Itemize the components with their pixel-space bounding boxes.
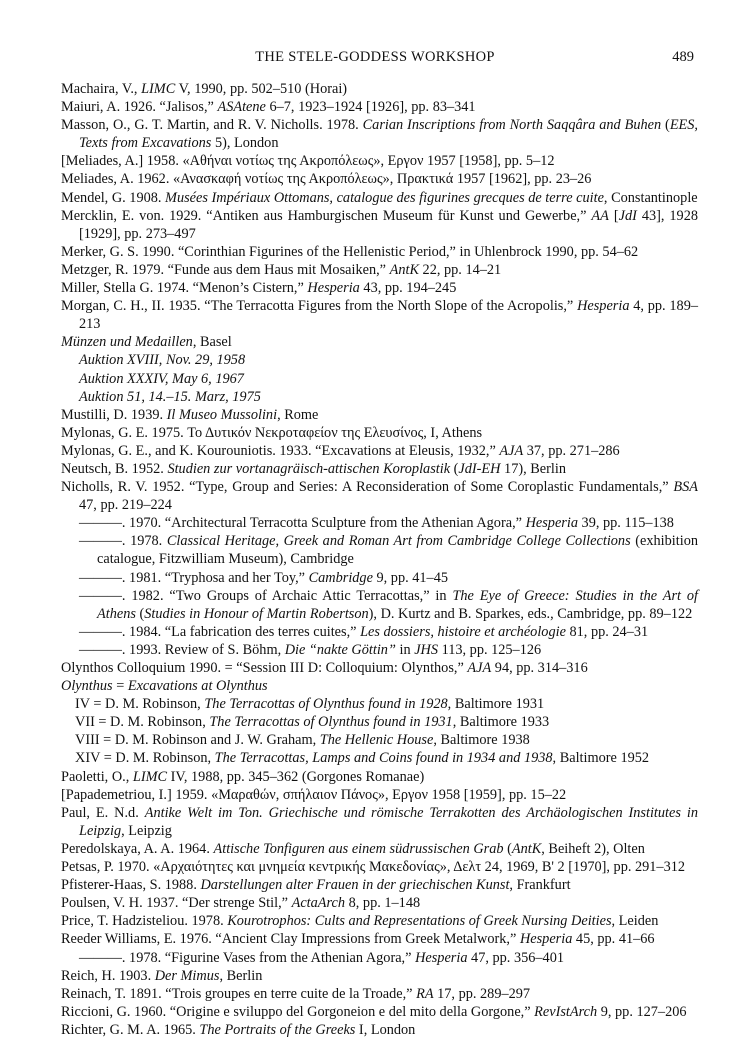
page-number: 489 [672,49,694,65]
bibliography-list [61,80,698,1039]
running-head [0,49,750,69]
bibliography-entry: XIV = D. M. Robinson, The Terracottas, Lamps and Coins found in 1934 and 1938, Baltimore 1952 [75,750,650,767]
bibliography-entry: ———. 1993. Review of S. Böhm, Die “nakte Göttin” in JHS 113, pp. 125–126 [79,641,542,658]
bibliography-entry: [Papademetriou, I.] 1959. «Μαραθών, σπήλαιον Πάνος», Εργον 1958 [1959], pp. 15–22 [61,786,567,803]
running-title: THE STELE-GODDESS WORKSHOP [255,49,495,65]
bibliography-entry: Maiuri, A. 1926. “Jalisos,” ASAtene 6–7, 1923–1924 [1926], pp. 83–341 [61,99,476,116]
bibliography-entry: Mercklin, E. von. 1929. “Antiken aus Hamburgischen Museum für Kunst und Gewerbe,” AA [JdI 43], 1928 [1929], pp. 273–497 [61,207,698,242]
bibliography-entry: ———. 1978. “Figurine Vases from the Athenian Agora,” Hesperia 47, pp. 356–401 [79,949,564,966]
bibliography-entry: ———. 1978. Classical Heritage, Greek and Roman Art from Cambridge College Collections (exhibition catalogue, Fitzwilliam Museum), Cambridge [79,533,698,568]
bibliography-entry: Riccioni, G. 1960. “Origine e sviluppo del Gorgoneion e del mito della Gorgone,” RevIstArch 9, pp. 127–206 [61,1003,687,1020]
bibliography-entry: Mylonas, G. E., and K. Kourouniotis. 1933. “Excavations at Eleusis, 1932,” AJA 37, pp. 271–286 [61,442,620,459]
bibliography-entry: Petsas, P. 1970. «Αρχαιότητες και μνημεία κεντρικής Μακεδονίας», Δελτ 24, 1969, Β' 2 [1970], pp. 291–312 [61,859,686,876]
bibliography-entry: VIII = D. M. Robinson and J. W. Graham, The Hellenic House, Baltimore 1938 [75,732,530,749]
bibliography-entry: Mendel, G. 1908. Musées Impériaux Ottomans, catalogue des figurines grecques de terre cuite, Constantinople [61,189,698,206]
bibliography-entry: Meliades, A. 1962. «Ανασκαφή νοτίως της Ακροπόλεως», Πρακτικά 1957 [1962], pp. 23–26 [61,171,592,188]
bibliography-entry: VII = D. M. Robinson, The Terracottas of Olynthus found in 1931, Baltimore 1933 [75,714,550,731]
bibliography-entry: Pfisterer-Haas, S. 1988. Darstellungen alter Frauen in der griechischen Kunst, Frankfurt [61,877,571,894]
bibliography-entry: Nicholls, R. V. 1952. “Type, Group and Series: A Reconsideration of Some Coroplastic Fundamentals,” BSA 47, pp. 219–224 [61,479,698,514]
bibliography-entry: Mylonas, G. E. 1975. Το Δυτικόν Νεκροταφείον της Ελευσίνος, I, Athens [61,424,483,441]
bibliography-entry: Masson, O., G. T. Martin, and R. V. Nicholls. 1978. Carian Inscriptions from North Saqqâra and Buhen (EES, Texts from Excavations 5), London [61,117,699,152]
bibliography-entry: Mustilli, D. 1939. Il Museo Mussolini, Rome [61,406,319,423]
bibliography-entry: [Meliades, A.] 1958. «Αθήναι νοτίως της Ακροπόλεως», Εργον 1957 [1958], pp. 5–12 [61,153,555,170]
bibliography-entry: Merker, G. S. 1990. “Corinthian Figurines of the Hellenistic Period,” in Uhlenbrock 1990, pp. 54–62 [61,243,639,260]
bibliography-entry: Paul, E. N.d. Antike Welt im Ton. Griechische und römische Terrakotten des Archäologischen Institutes in Leipzig, Leipzig [61,804,698,839]
bibliography-entry: Machaira, V., LIMC V, 1990, pp. 502–510 (Horai) [61,81,348,97]
bibliography-entry: Morgan, C. H., II. 1935. “The Terracotta Figures from the North Slope of the Acropolis,” Hesperia 4, pp. 189–213 [61,298,698,333]
bibliography-entry: Neutsch, B. 1952. Studien zur vortanagräisch-attischen Koroplastik (JdI-EH 17), Berlin [61,460,567,477]
bibliography-entry: Miller, Stella G. 1974. “Menon’s Cistern,” Hesperia 43, pp. 194–245 [61,280,457,297]
bibliography-entry: Olynthus = Excavations at Olynthus [61,678,268,695]
bibliography-entry: Reinach, T. 1891. “Trois groupes en terre cuite de la Troade,” RA 17, pp. 289–297 [61,985,531,1002]
bibliography-entry: Reich, H. 1903. Der Mimus, Berlin [61,967,263,984]
bibliography-entry: IV = D. M. Robinson, The Terracottas of Olynthus found in 1928, Baltimore 1931 [75,696,545,713]
bibliography-entry: Auktion 51, 14.–15. Marz, 1975 [79,388,261,405]
bibliography-entry: Olynthos Colloquium 1990. = “Session III D: Colloquium: Olynthos,” AJA 94, pp. 314–316 [61,660,588,676]
bibliography-entry: Münzen und Medaillen, Basel [61,334,232,351]
bibliography-entry: Peredolskaya, A. A. 1964. Attische Tonfiguren aus einem südrussischen Grab (AntK, Beiheft 2), Olten [61,840,645,857]
bibliography-entry: Auktion XXXIV, May 6, 1967 [79,370,244,387]
bibliography-entry: Poulsen, V. H. 1937. “Der strenge Stil,” ActaArch 8, pp. 1–148 [61,895,421,912]
bibliography-entry: Price, T. Hadzisteliou. 1978. Kourotrophos: Cults and Representations of Greek Nursing Deities, Leiden [61,913,659,930]
bibliography-entry: ———. 1982. “Two Groups of Archaic Attic Terracottas,” in The Eye of Greece: Studies in the Art of Athens (Studies in Honour of Martin Robertson), D. Kurtz and B. Sparkes, eds., Cambridge, pp. 89–122 [79,587,698,622]
bibliography-entry: ———. 1970. “Architectural Terracotta Sculpture from the Athenian Agora,” Hesperia 39, pp. 115–138 [79,515,674,532]
bibliography-entry: ———. 1981. “Tryphosa and her Toy,” Cambridge 9, pp. 41–45 [79,569,448,586]
bibliography-entry: Metzger, R. 1979. “Funde aus dem Haus mit Mosaiken,” AntK 22, pp. 14–21 [61,261,502,278]
bibliography-entry: Auktion XVIII, Nov. 29, 1958 [79,352,246,369]
bibliography-entry: Richter, G. M. A. 1965. The Portraits of the Greeks I, London [61,1021,416,1038]
bibliography-entry: ———. 1984. “La fabrication des terres cuites,” Les dossiers, histoire et archéologie 81, pp. 24–31 [79,623,649,640]
bibliography-entry: Paoletti, O., LIMC IV, 1988, pp. 345–362 (Gorgones Romanae) [61,768,425,785]
bibliography-entry: Reeder Williams, E. 1976. “Ancient Clay Impressions from Greek Metalwork,” Hesperia 45, pp. 41–66 [61,931,655,948]
